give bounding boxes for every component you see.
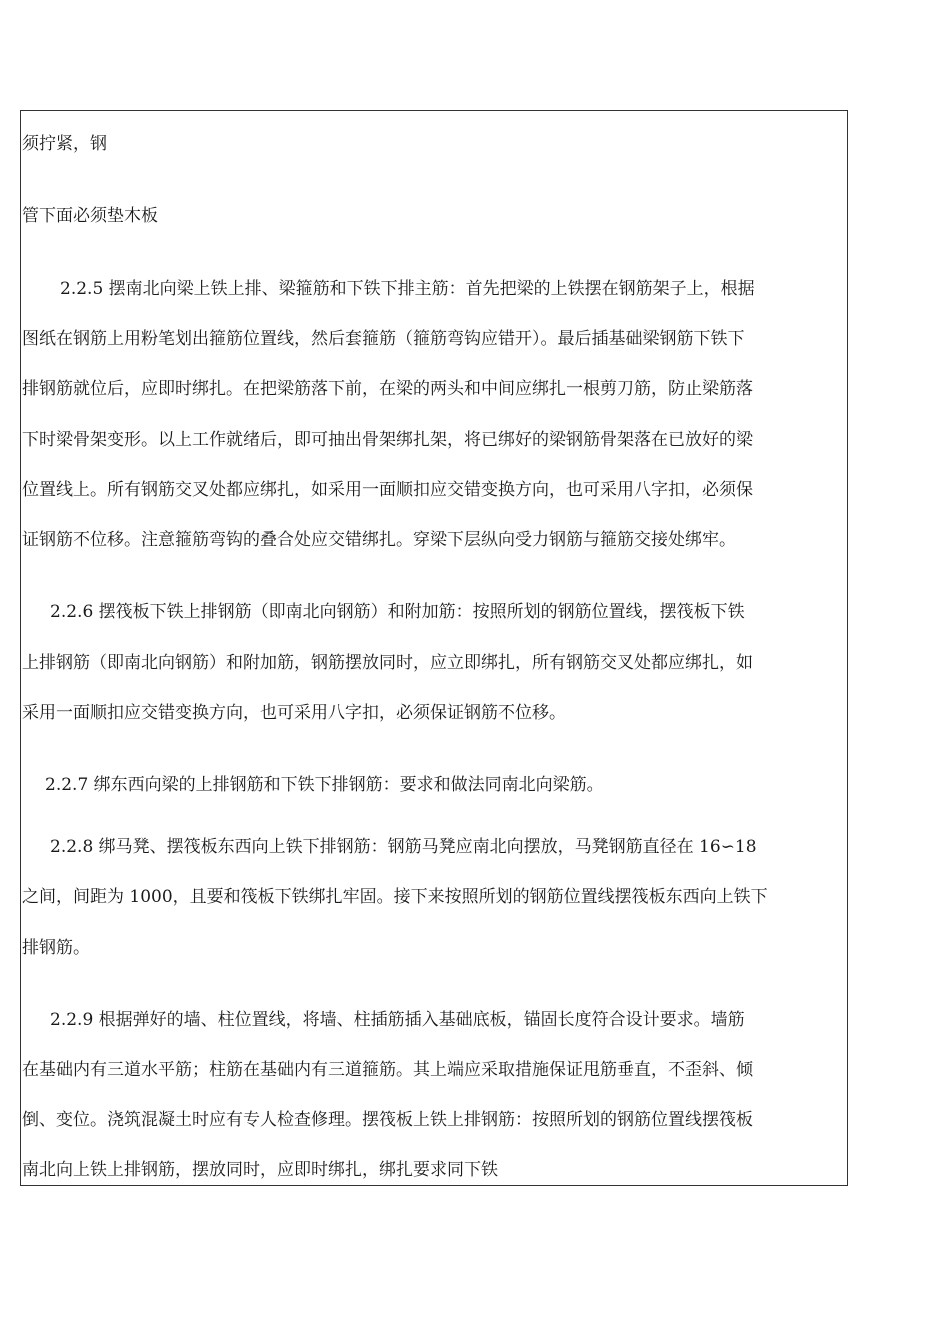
paragraph-2-2-5-line-5: 位置线上。所有钢筋交叉处都应绑扎，如采用一面顺扣应交错变换方向，也可采用八字扣，必须保 [22, 480, 753, 500]
paragraph-2-2-6-line-3: 采用一面顺扣应交错变换方向，也可采用八字扣，必须保证钢筋不位移。 [22, 703, 566, 723]
text-line-2: 管下面必须垫木板 [22, 206, 158, 226]
paragraph-2-2-5-line-4: 下时梁骨架变形。以上工作就绪后，即可抽出骨架绑扎架，将已绑好的梁钢筋骨架落在已放好的梁 [22, 430, 753, 450]
paragraph-2-2-9-line-3: 倒、变位。浇筑混凝土时应有专人检查修理。摆筏板上铁上排钢筋：按照所划的钢筋位置线摆筏板 [22, 1110, 753, 1130]
paragraph-2-2-8-line-3: 排钢筋。 [22, 938, 90, 958]
paragraph-2-2-7: 2.2.7 绑东西向梁的上排钢筋和下铁下排钢筋：要求和做法同南北向梁筋。 [45, 775, 604, 795]
paragraph-2-2-9-line-4: 南北向上铁上排钢筋，摆放同时，应即时绑扎，绑扎要求同下铁 [22, 1160, 498, 1180]
paragraph-2-2-5-line-1: 2.2.5 摆南北向梁上铁上排、梁箍筋和下铁下排主筋：首先把梁的上铁摆在钢筋架子上，根据 [60, 279, 755, 299]
paragraph-2-2-9-line-1: 2.2.9 根据弹好的墙、柱位置线，将墙、柱插筋插入基础底板，锚固长度符合设计要求。墙筋 [50, 1010, 745, 1030]
paragraph-2-2-8-line-1: 2.2.8 绑马凳、摆筏板东西向上铁下排钢筋：钢筋马凳应南北向摆放，马凳钢筋直径在 16∽18 [50, 837, 757, 857]
paragraph-2-2-8-line-2: 之间，间距为 1000，且要和筏板下铁绑扎牢固。接下来按照所划的钢筋位置线摆筏板东西向上铁下 [22, 887, 768, 907]
paragraph-2-2-6-line-1: 2.2.6 摆筏板下铁上排钢筋（即南北向钢筋）和附加筋：按照所划的钢筋位置线，摆筏板下铁 [50, 602, 745, 622]
paragraph-2-2-9-line-2: 在基础内有三道水平筋；柱筋在基础内有三道箍筋。其上端应采取措施保证甩筋垂直，不歪斜、倾 [22, 1060, 753, 1080]
paragraph-2-2-5-line-2: 图纸在钢筋上用粉笔划出箍筋位置线，然后套箍筋（箍筋弯钩应错开）。最后插基础梁钢筋下铁下 [22, 329, 745, 349]
paragraph-2-2-5-line-6: 证钢筋不位移。注意箍筋弯钩的叠合处应交错绑扎。穿梁下层纵向受力钢筋与箍筋交接处绑牢。 [22, 530, 736, 550]
paragraph-2-2-6-line-2: 上排钢筋（即南北向钢筋）和附加筋，钢筋摆放同时，应立即绑扎，所有钢筋交叉处都应绑扎，如 [22, 653, 753, 673]
paragraph-2-2-5-line-3: 排钢筋就位后，应即时绑扎。在把梁筋落下前，在梁的两头和中间应绑扎一根剪刀筋，防止梁筋落 [22, 379, 753, 399]
text-line-1: 须拧紧，钢 [22, 134, 107, 154]
